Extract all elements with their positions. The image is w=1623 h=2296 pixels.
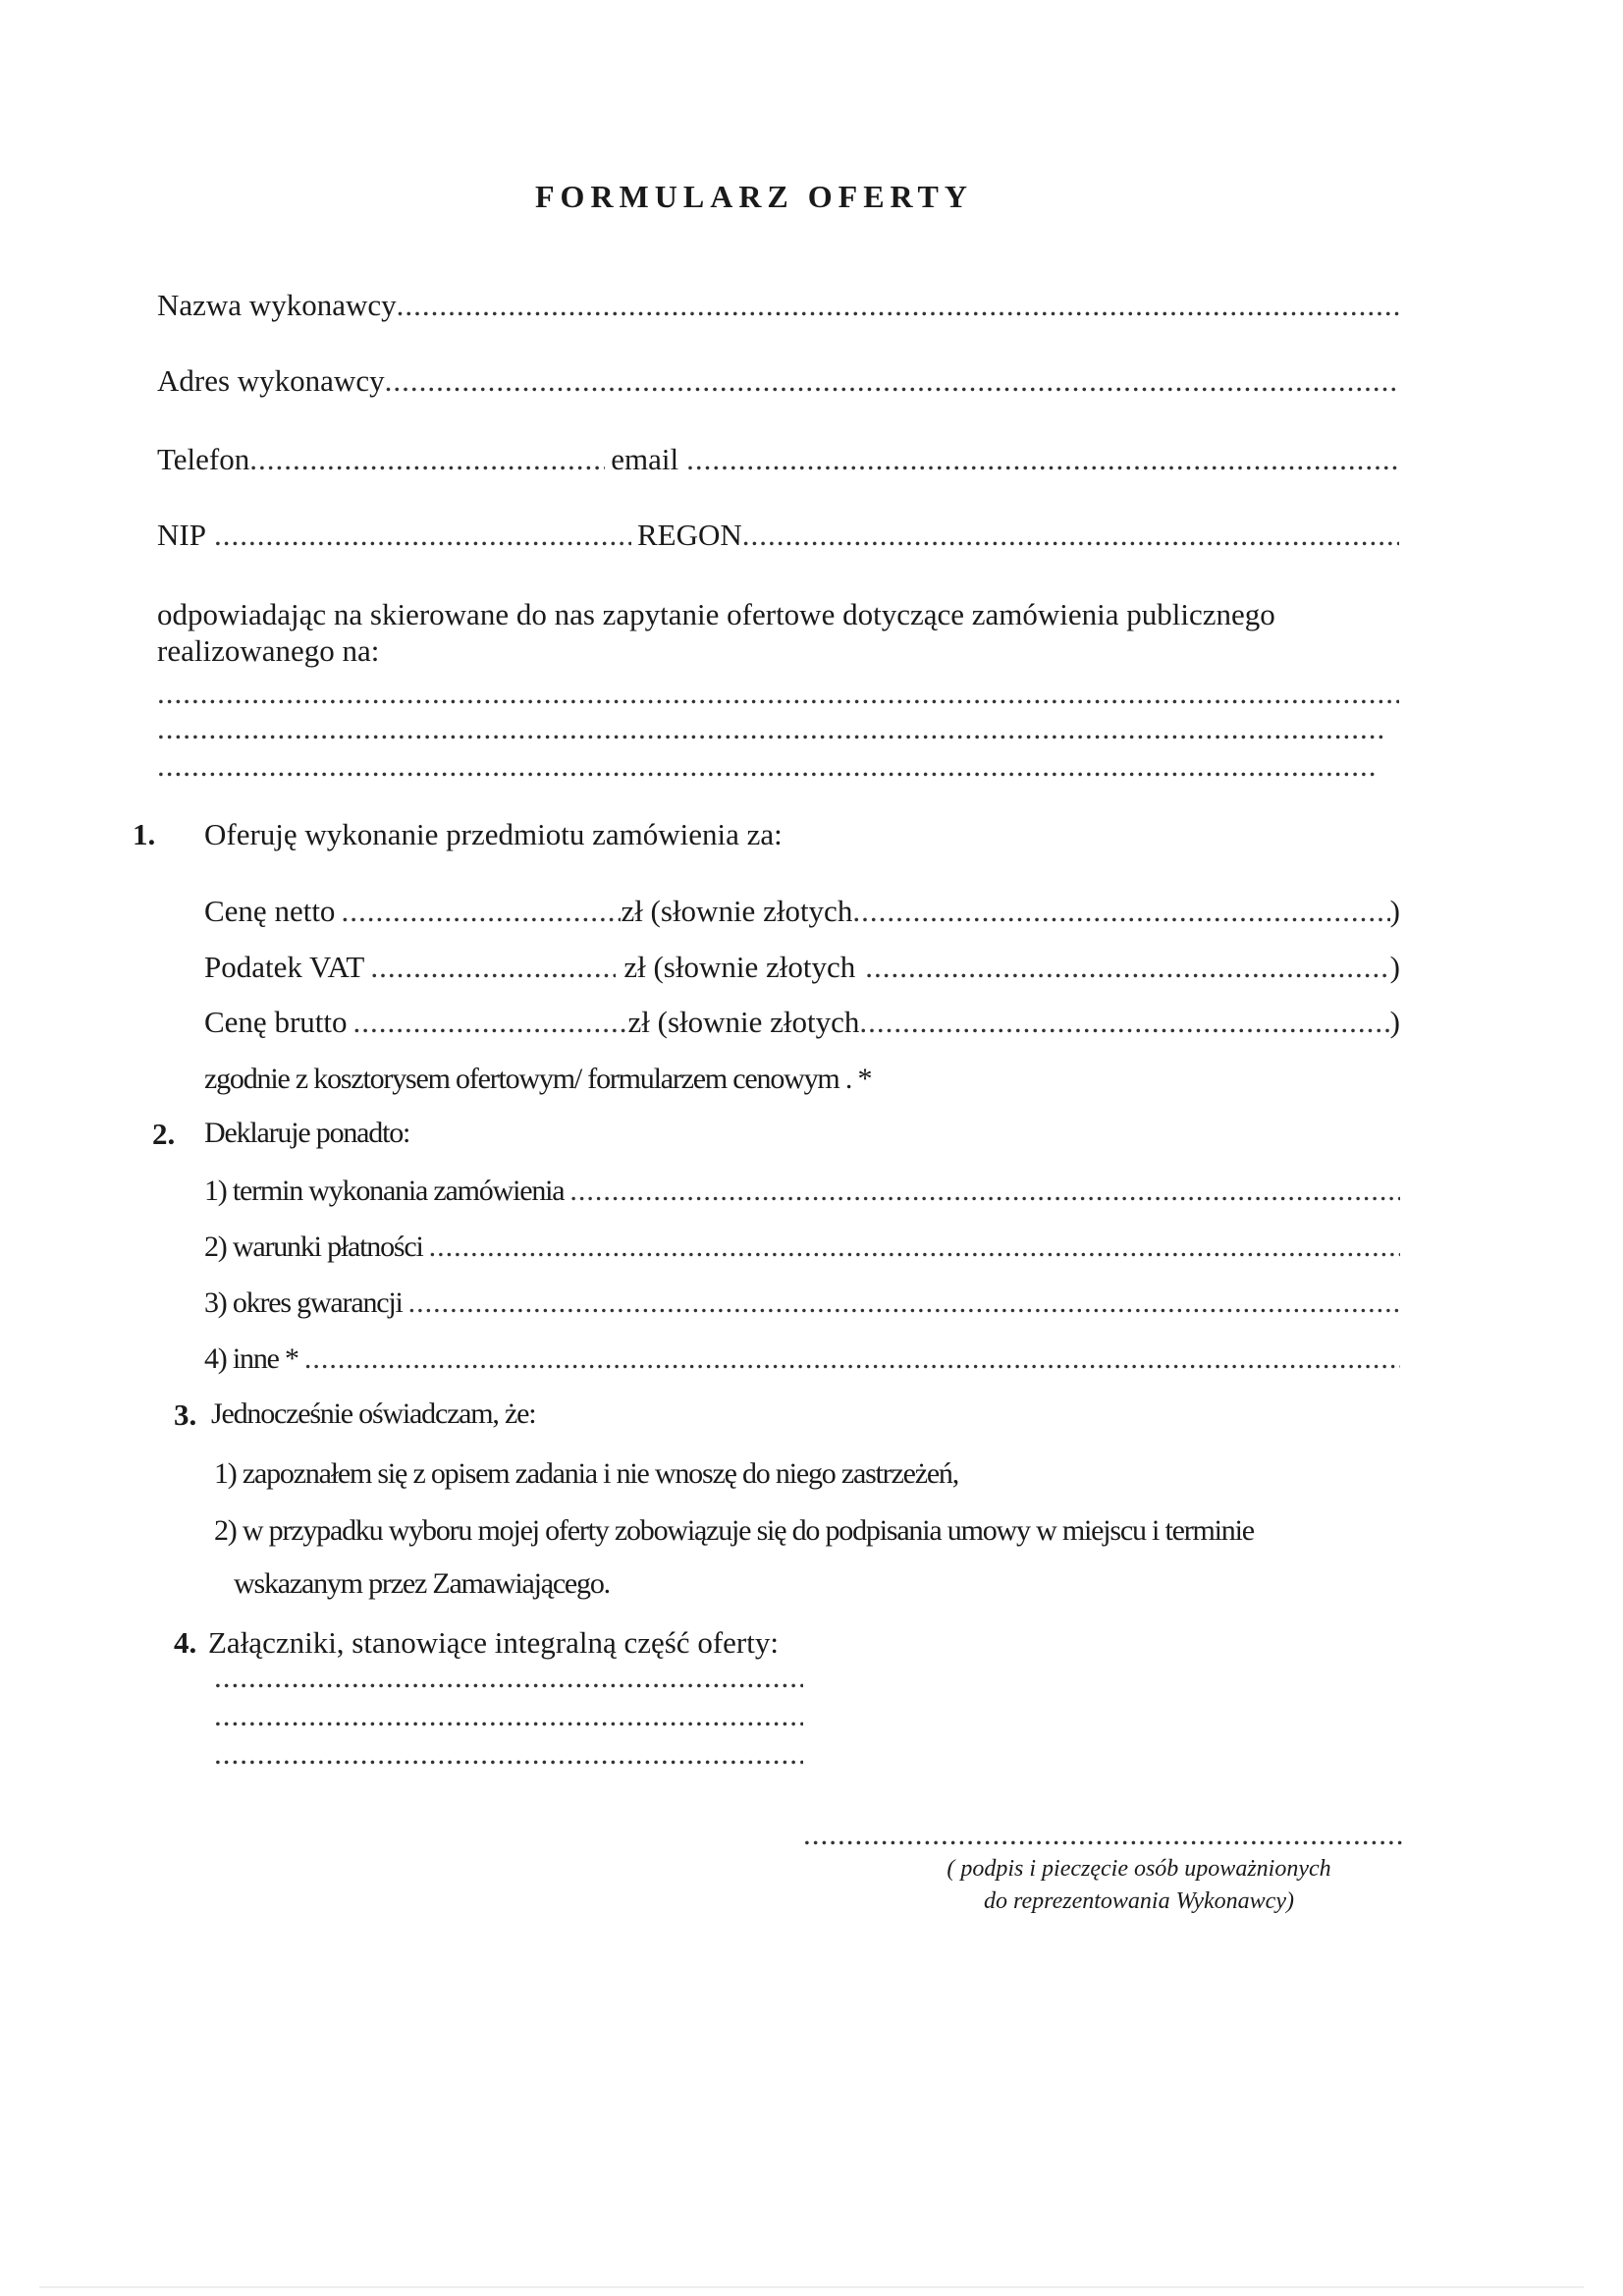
contractor-name-label: Nazwa wykonawcy (157, 288, 397, 322)
contractor-address-label: Adres wykonawcy (157, 363, 385, 398)
net-price-fill-line[interactable] (341, 894, 621, 929)
vat-close-paren: ) (1389, 950, 1400, 984)
gross-price-close-paren: ) (1389, 1005, 1400, 1039)
completion-term-fill-line[interactable] (569, 1175, 1400, 1208)
contractor-address-fill-line[interactable] (385, 363, 1399, 399)
cost-estimate-note: zgodnie z kosztorysem ofertowym/ formularzem cenowym . * (204, 1063, 872, 1095)
declaration-item-1 (204, 1175, 1400, 1208)
net-price-row (204, 894, 1400, 929)
declaration-item-2 (204, 1230, 1400, 1264)
regon-label: REGON (636, 518, 742, 552)
nip-regon-row (157, 518, 1399, 553)
vat-row (204, 950, 1400, 985)
declaration-item-4 (204, 1342, 1400, 1376)
phone-label: Telefon (157, 442, 250, 476)
vat-words-label: zł (słownie złotych (623, 950, 856, 984)
email-label: email (611, 442, 679, 476)
warranty-period-fill-line[interactable] (408, 1286, 1400, 1320)
subject-fill-line-2[interactable] (157, 711, 1384, 746)
net-price-words-label: zł (słownie złotych (621, 894, 853, 928)
phone-email-row (157, 442, 1399, 477)
gross-price-words-fill-line[interactable] (859, 1005, 1389, 1040)
email-fill-line[interactable] (686, 442, 1399, 477)
section-3-heading: Jednocześnie oświadczam, że: (211, 1397, 536, 1430)
attachment-fill-line-2[interactable] (214, 1698, 803, 1733)
payment-terms-fill-line[interactable] (429, 1230, 1400, 1264)
signature-caption-line-2: do reprezentowania Wykonawcy) (984, 1888, 1294, 1914)
vat-label: Podatek VAT (204, 950, 365, 984)
other-fill-line[interactable] (304, 1342, 1400, 1376)
intro-line-1: odpowiadając na skierowane do nas zapytanie ofertowe dotyczące zamówienia publicznego (157, 597, 1275, 631)
section-2-heading: Deklaruje ponadto: (204, 1117, 410, 1149)
net-price-close-paren: ) (1389, 894, 1400, 928)
gross-price-words-label: zł (słownie złotych (627, 1005, 860, 1039)
section-1-number: 1. (133, 817, 156, 851)
contractor-address-field[interactable] (157, 363, 1399, 399)
page-title: FORMULARZ OFERTY (535, 179, 973, 214)
signature-fill-line[interactable] (803, 1817, 1402, 1852)
section-1-heading: Oferuję wykonanie przedmiotu zamówienia za: (204, 817, 783, 851)
gross-price-label: Cenę brutto (204, 1005, 348, 1039)
nip-fill-line[interactable] (214, 518, 631, 553)
statement-item-2-line-2: wskazanym przez Zamawiającego. (234, 1567, 610, 1600)
contractor-name-fill-line[interactable] (397, 288, 1399, 323)
section-3-number: 3. (174, 1397, 197, 1432)
statement-item-1: 1) zapoznałem się z opisem zadania i nie wnoszę do niego zastrzeżeń, (214, 1457, 959, 1490)
vat-fill-line[interactable] (370, 950, 616, 985)
contractor-name-field[interactable] (157, 288, 1399, 323)
section-4-heading: Załączniki, stanowiące integralną część oferty: (208, 1625, 779, 1660)
attachment-fill-line-3[interactable] (214, 1736, 803, 1772)
statement-item-2-line-1: 2) w przypadku wyboru mojej oferty zobowiązuje się do podpisania umowy w miejscu i terminie (214, 1514, 1254, 1547)
warranty-period-label: 3) okres gwarancji (204, 1286, 403, 1319)
gross-price-fill-line[interactable] (353, 1005, 628, 1040)
net-price-label: Cenę netto (204, 894, 336, 928)
attachment-fill-line-1[interactable] (214, 1660, 803, 1695)
other-label: 4) inne * (204, 1342, 298, 1375)
signature-caption-line-1: ( podpis i pieczęcie osób upoważnionych (947, 1856, 1331, 1882)
completion-term-label: 1) termin wykonania zamówienia (204, 1175, 565, 1207)
scan-edge-line (39, 2286, 1584, 2288)
signature-caption (884, 1853, 1394, 1918)
nip-label: NIP (157, 518, 206, 552)
subject-fill-line-3[interactable] (157, 748, 1375, 784)
regon-fill-line[interactable] (742, 518, 1399, 553)
section-2-number: 2. (152, 1117, 176, 1151)
phone-fill-line[interactable] (249, 442, 605, 477)
payment-terms-label: 2) warunki płatności (204, 1230, 423, 1263)
section-4-number: 4. (174, 1625, 197, 1660)
net-price-words-fill-line[interactable] (852, 894, 1389, 929)
intro-line-2: realizowanego na: (157, 633, 380, 668)
vat-words-fill-line[interactable] (865, 950, 1389, 985)
declaration-item-3 (204, 1286, 1400, 1320)
subject-fill-line-1[interactable] (157, 676, 1399, 711)
gross-price-row (204, 1005, 1400, 1040)
